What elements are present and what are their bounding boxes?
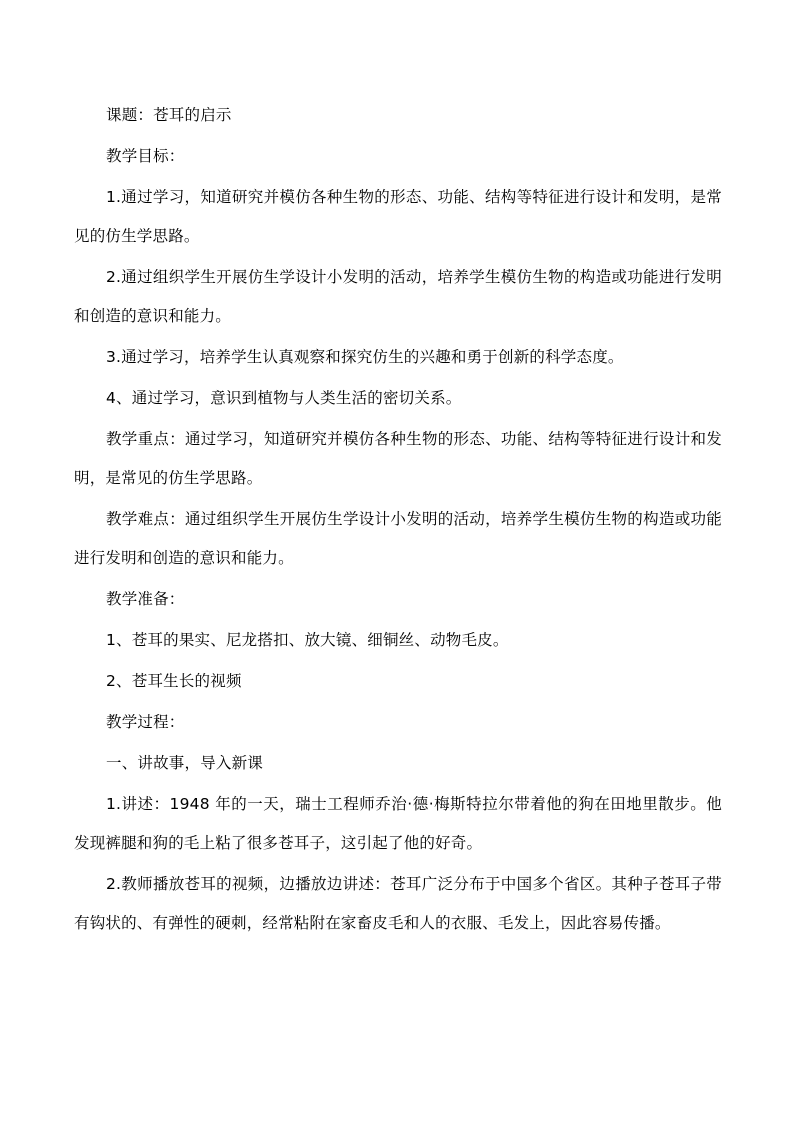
difficult-point: 教学难点：通过组织学生开展仿生学设计小发明的活动，培养学生模仿生物的构造或功能进行发明和创造的意识和能力。 <box>74 510 722 567</box>
document-body <box>74 96 722 945</box>
key-point: 教学重点：通过学习，知道研究并模仿各种生物的形态、功能、结构等特征进行设计和发明，是常见的仿生学思路。 <box>74 430 722 487</box>
process-step-2: 2.教师播放苍耳的视频，边播放边讲述：苍耳广泛分布于中国多个省区。其种子苍耳子带有钩状的、有弹性的硬刺，经常粘附在家畜皮毛和人的衣服、毛发上，因此容易传播。 <box>74 875 722 932</box>
preparation-item-1: 1、苍耳的果实、尼龙搭扣、放大镜、细铜丝、动物毛皮。 <box>106 631 509 649</box>
preparation-item-2: 2、苍耳生长的视频 <box>106 672 242 690</box>
lesson-title: 课题：苍耳的启示 <box>106 106 232 124</box>
objectives-heading: 教学目标： <box>106 147 185 165</box>
objective-1: 1.通过学习，知道研究并模仿各种生物的形态、功能、结构等特征进行设计和发明，是常见的仿生学思路。 <box>74 188 722 245</box>
objective-2: 2.通过组织学生开展仿生学设计小发明的活动，培养学生模仿生物的构造或功能进行发明和创造的意识和能力。 <box>74 268 722 325</box>
process-step-1: 1.讲述：1948 年的一天，瑞士工程师乔治·德·梅斯特拉尔带着他的狗在田地里散步。他发现裤腿和狗的毛上粘了很多苍耳子，这引起了他的好奇。 <box>74 795 722 852</box>
objective-3: 3.通过学习，培养学生认真观察和探究仿生的兴趣和勇于创新的科学态度。 <box>106 348 624 366</box>
preparation-heading: 教学准备： <box>106 590 185 608</box>
process-heading: 教学过程： <box>106 713 185 731</box>
process-section-1: 一、讲故事，导入新课 <box>106 754 264 772</box>
objective-4: 4、通过学习，意识到植物与人类生活的密切关系。 <box>106 389 462 407</box>
